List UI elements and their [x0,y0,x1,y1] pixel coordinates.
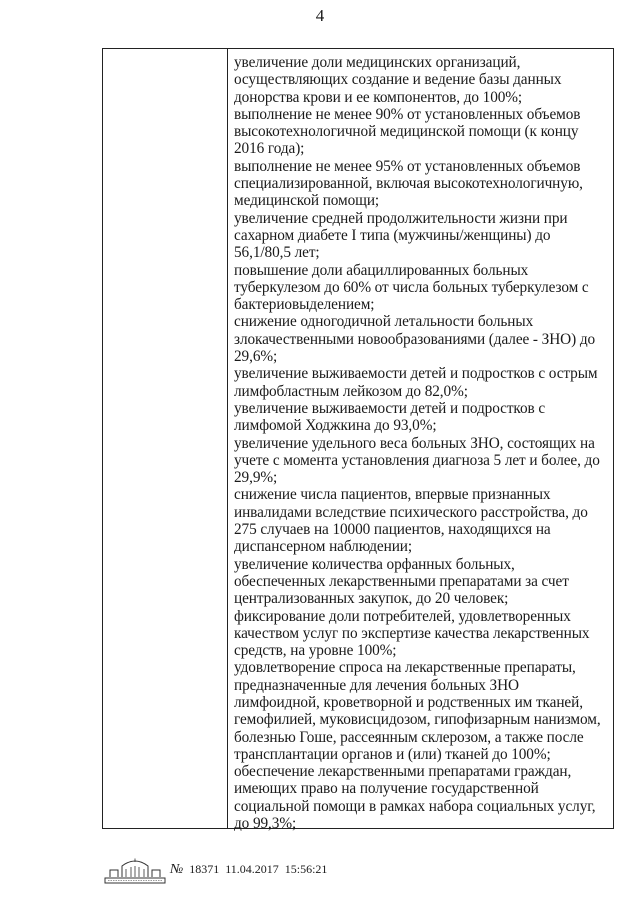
text-line: туберкулезом до 60% от числа больных туберкулезом с [234,278,589,296]
text-line: снижение числа пациентов, впервые признанных [234,486,551,504]
text-line: увеличение выживаемости детей и подростков с [234,399,546,417]
text-line: злокачественными новообразованиями (далее - ЗНО) до [234,330,596,348]
text-line: высокотехнологичной медицинской помощи (к концу [234,123,579,141]
registry-time: 15:56:21 [284,862,328,876]
text-line: выполнение не менее 95% от установленных объемов [234,157,581,175]
text-line: качеством услуг по экспертизе качества лекарственных [234,624,590,642]
text-line: лимфомой Ходжкина до 93,0%; [234,417,437,435]
text-line: бактериовыделением; [234,296,375,314]
registry-date: 11.04.2017 [225,862,279,876]
text-line: трансплантации органов и (или) тканей до 100%; [234,745,551,763]
text-line: сахарном диабете I типа (мужчины/женщины) до [234,226,551,244]
text-line: специализированной, включая высокотехнологичную, [234,175,583,193]
text-line: 29,9%; [234,469,278,487]
text-line: централизованных закупок, до 20 человек; [234,590,509,608]
registry-stamp-icon [104,858,166,884]
text-line: 275 случаев на 10000 пациентов, находящихся на [234,521,551,539]
text-line: средств, на уровне 100%; [234,642,397,660]
text-line: фиксирование доли потребителей, удовлетворенных [234,607,571,625]
text-line: медицинской помощи; [234,192,380,210]
text-line: донорства крови и ее компонентов, до 100%; [234,88,523,106]
text-line: инвалидами вследствие психического расстройства, до [234,503,588,521]
text-line: 29,6%; [234,348,278,366]
registry-info [170,862,333,878]
table-left-column [103,49,228,828]
number-sign: № [170,862,184,877]
page-number: 4 [315,6,325,25]
text-line: снижение одногодичной летальности больных [234,313,534,331]
text-line: увеличение средней продолжительности жизни при [234,209,568,227]
registry-footer [104,858,524,886]
text-line: обеспеченных лекарственными препаратами за счет [234,572,569,590]
text-line: увеличение выживаемости детей и подростков с острым [234,365,598,383]
text-line: гемофилией, муковисцидозом, гипофизарным нанизмом, [234,711,601,729]
text-line: лимфоидной, кроветворной и родственных им тканей, [234,693,583,711]
text-line: выполнение не менее 90% от установленных объемов [234,105,581,123]
registry-number: 18371 [189,862,220,876]
text-line: увеличение удельного веса больных ЗНО, состоящих на [234,434,595,452]
text-line: до 99,3%; [234,815,297,833]
text-line: 56,1/80,5 лет; [234,244,320,262]
text-line: имеющих право на получение государственной [234,780,539,798]
text-line: повышение доли абациллированных больных [234,261,529,279]
text-line: осуществляющих создание и ведение базы данных [234,71,562,89]
text-line: предназначенные для лечения больных ЗНО [234,676,520,694]
text-line: учете с момента установления диагноза 5 лет и более, до [234,451,600,469]
document-table [102,48,614,833]
text-line: болезнью Гоше, рассеянным склерозом, а также после [234,728,584,746]
text-line: диспансерном наблюдении; [234,538,413,556]
text-line: увеличение количества орфанных больных, [234,555,515,573]
text-line: 2016 года); [234,140,305,158]
text-line: обеспечение лекарственными препаратами граждан, [234,763,572,781]
text-line: увеличение доли медицинских организаций, [234,54,521,71]
text-line: социальной помощи в рамках набора социальных услуг, [234,797,596,815]
table-right-column [234,54,610,832]
text-line: лимфобластным лейкозом до 82,0%; [234,382,468,400]
text-line: удовлетворение спроса на лекарственные препараты, [234,659,576,677]
